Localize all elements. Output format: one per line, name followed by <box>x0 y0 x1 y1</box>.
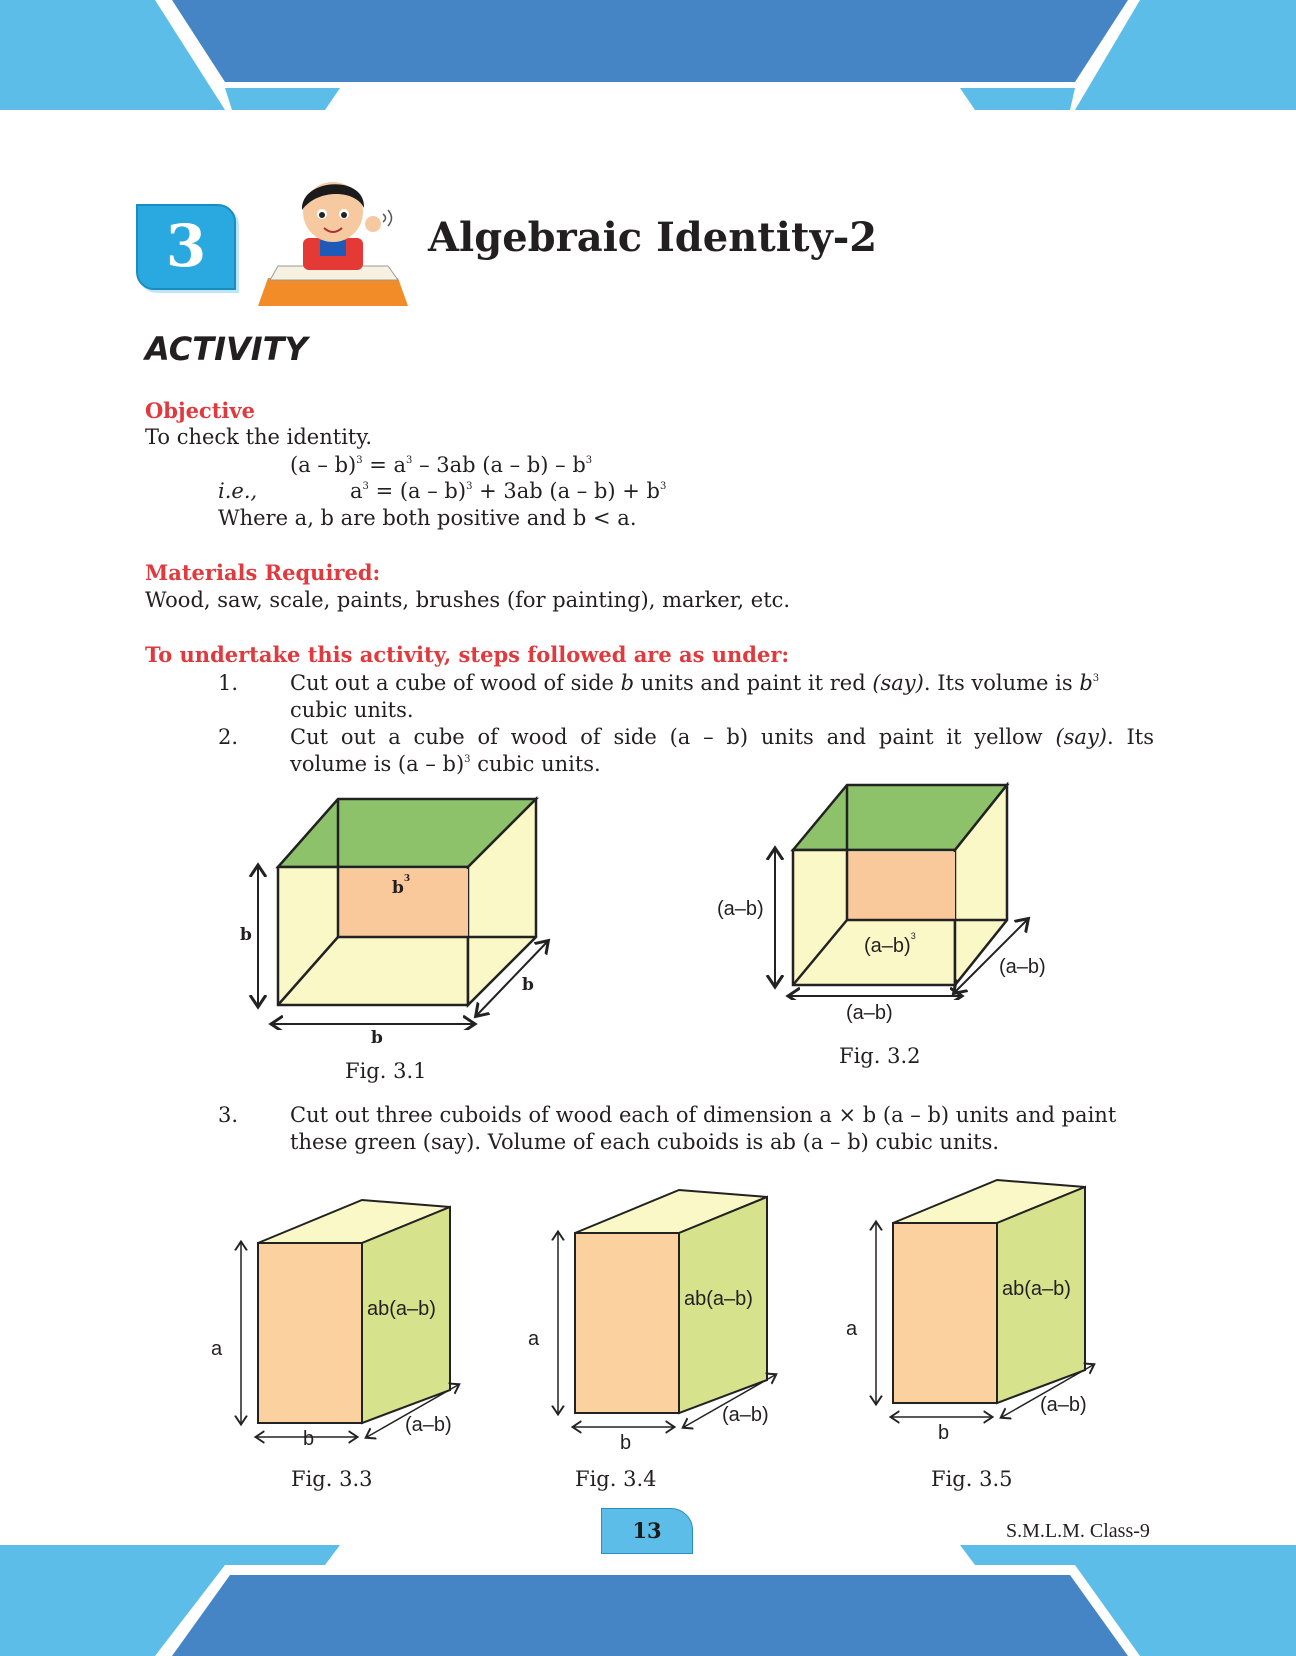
fig32-caption: Fig. 3.2 <box>839 1044 921 1068</box>
ie-label: i.e., <box>218 479 258 503</box>
fig33-caption: Fig. 3.3 <box>291 1467 373 1491</box>
step-3-number: 3. <box>218 1103 239 1127</box>
materials-text: Wood, saw, scale, paints, brushes (for painting), marker, etc. <box>145 588 791 612</box>
figure-3-3 <box>225 1185 475 1445</box>
step-1-number: 1. <box>218 671 239 695</box>
step-3-line-1: Cut out three cuboids of wood each of dimension a × b (a – b) units and paint <box>290 1103 1117 1127</box>
step-2-number: 2. <box>218 725 239 749</box>
fig32-bottom-label: (a–b) <box>846 1002 893 1024</box>
fig33-width-label: b <box>303 1428 315 1450</box>
step-3-line-2: these green (say). Volume of each cuboids is ab (a – b) cubic units. <box>290 1130 1000 1154</box>
fig34-face-label: ab(a–b) <box>684 1288 753 1310</box>
materials-heading: Materials Required: <box>145 560 381 585</box>
objective-text: To check the identity. <box>145 425 373 449</box>
fig31-depth-label: b <box>522 975 534 995</box>
step-1-line-1: Cut out a cube of wood of side b units and paint it red (say). Its volume is $b^3$ <box>290 671 1100 695</box>
fig34-height-label: a <box>528 1328 540 1350</box>
fig35-caption: Fig. 3.5 <box>931 1467 1013 1491</box>
fig35-height-label: a <box>846 1318 858 1340</box>
chapter-title: Algebraic Identity-2 <box>428 214 878 261</box>
identity-2: $a^3 = (a - b)^3 + 3ab$ $(a - b) + b^3$ <box>350 479 667 503</box>
fig35-face-label: ab(a–b) <box>1002 1278 1071 1300</box>
fig31-center-label: $b^3$ <box>392 874 411 898</box>
fig34-depth-label: (a–b) <box>722 1404 769 1426</box>
fig35-depth-label: (a–b) <box>1040 1394 1087 1416</box>
figure-3-4 <box>542 1175 792 1435</box>
identity-1: $(a - b)^3 = a^3 - 3ab$ $(a - b) - b^3$ <box>290 453 593 477</box>
fig34-width-label: b <box>620 1432 632 1454</box>
page-number: 13 <box>632 1518 662 1543</box>
fig32-depth-label: (a–b) <box>999 956 1046 978</box>
chapter-number-box <box>136 204 236 290</box>
fig33-face-label: ab(a–b) <box>367 1298 436 1320</box>
fig31-side-label: b <box>240 925 252 945</box>
book-name: S.M.L.M. Class-9 <box>1006 1520 1150 1542</box>
figure-3-5 <box>860 1165 1110 1425</box>
fig32-center-label: $(a-b)^3$ <box>864 931 916 957</box>
fig31-caption: Fig. 3.1 <box>345 1059 427 1083</box>
step-2-line-1: Cut out a cube of wood of side (a – b) units and paint it yellow (say). Its <box>290 725 1154 749</box>
step-1-line-2: cubic units. <box>290 698 414 722</box>
activity-heading: ACTIVITY <box>145 330 308 368</box>
objective-condition: Where a, b are both positive and b < a. <box>218 506 637 530</box>
steps-heading: To undertake this activity, steps followed are as under: <box>145 642 790 667</box>
student-illustration <box>258 168 408 310</box>
page-number-tab <box>601 1508 693 1554</box>
fig31-bottom-label: b <box>371 1028 383 1048</box>
fig34-caption: Fig. 3.4 <box>575 1467 657 1491</box>
chapter-number: 3 <box>165 212 207 280</box>
objective-heading: Objective <box>145 398 255 423</box>
step-2-line-2: volume is (a – b)$^3$ cubic units. <box>290 752 601 776</box>
fig35-width-label: b <box>938 1422 950 1444</box>
fig33-height-label: a <box>211 1338 223 1360</box>
fig32-side-label: (a–b) <box>717 898 764 920</box>
fig33-depth-label: (a–b) <box>405 1414 452 1436</box>
header-banner <box>0 0 1296 115</box>
